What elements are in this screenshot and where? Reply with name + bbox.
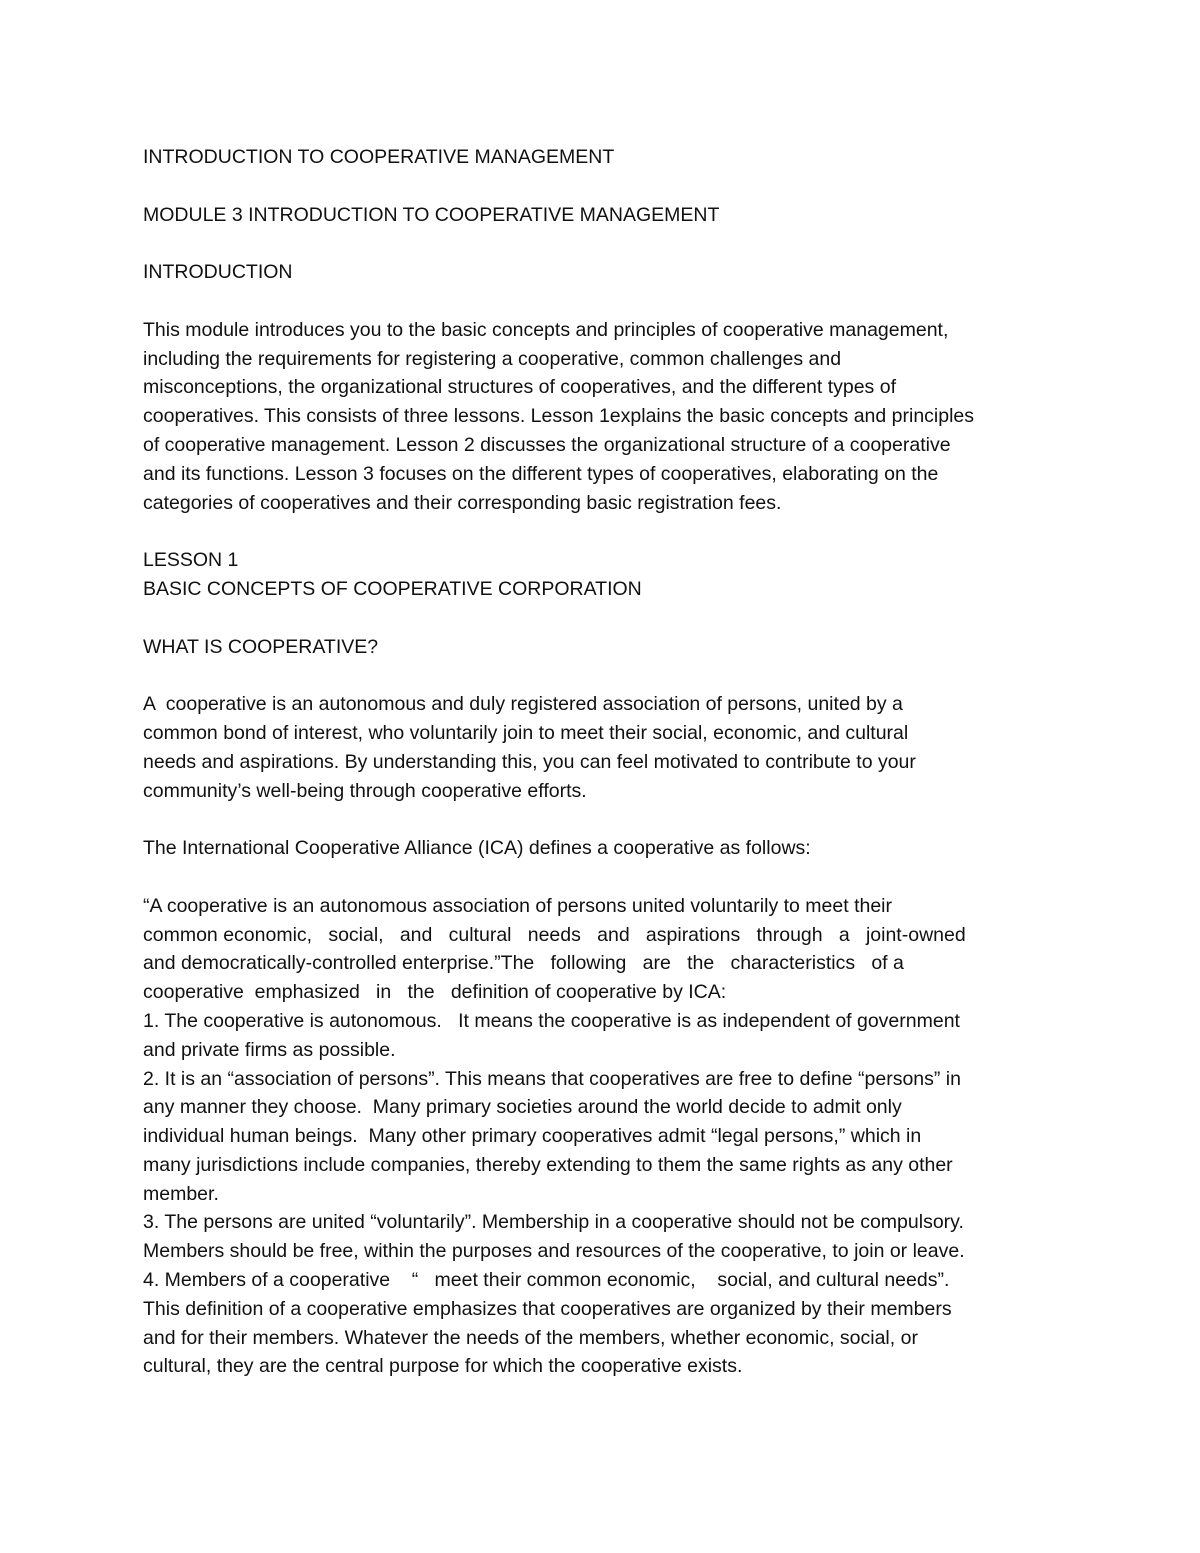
ica-line: any manner they choose. Many primary societies around the world decide to admit only: [143, 1096, 902, 1119]
definition-line: A cooperative is an autonomous and duly registered association of persons, united by a: [143, 693, 903, 716]
ica-line: cooperative emphasized in the definition of cooperative by ICA:: [143, 981, 727, 1004]
ica-line: member.: [143, 1182, 219, 1205]
intro-line: of cooperative management. Lesson 2 discusses the organizational structure of a cooperative: [143, 433, 951, 456]
ica-line: This definition of a cooperative emphasizes that cooperatives are organized by their members: [143, 1297, 952, 1320]
ica-line: individual human beings. Many other primary cooperatives admit “legal persons,” which in: [143, 1125, 922, 1148]
ica-line: common economic, social, and cultural needs and aspirations through a joint-owned: [143, 923, 966, 946]
lesson-label: LESSON 1: [143, 549, 239, 572]
ica-definition-paragraph: [143, 892, 1063, 1382]
ica-line: 2. It is an “association of persons”. This means that cooperatives are free to define “persons” in: [143, 1067, 961, 1090]
question-heading: WHAT IS COOPERATIVE?: [143, 635, 379, 658]
intro-line: misconceptions, the organizational structures of cooperatives, and the different types of: [143, 376, 896, 399]
intro-paragraph: [143, 316, 1063, 518]
intro-heading: INTRODUCTION: [143, 261, 293, 284]
intro-line: and its functions. Lesson 3 focuses on the different types of cooperatives, elaborating on the: [143, 462, 939, 485]
intro-line: including the requirements for registering a cooperative, common challenges and: [143, 347, 842, 370]
lesson-title: BASIC CONCEPTS OF COOPERATIVE CORPORATION: [143, 577, 642, 600]
ica-line: 3. The persons are united “voluntarily”. Membership in a cooperative should not be compulsory.: [143, 1211, 964, 1234]
intro-line: categories of cooperatives and their corresponding basic registration fees.: [143, 491, 782, 514]
ica-intro: The International Cooperative Alliance (ICA) defines a cooperative as follows:: [143, 837, 811, 860]
ica-line: cultural, they are the central purpose for which the cooperative exists.: [143, 1355, 743, 1378]
ica-line: and private firms as possible.: [143, 1038, 396, 1061]
definition-paragraph: [143, 690, 1063, 805]
intro-line: This module introduces you to the basic concepts and principles of cooperative management,: [143, 318, 949, 341]
module-title: MODULE 3 INTRODUCTION TO COOPERATIVE MANAGEMENT: [143, 203, 720, 226]
ica-line: and democratically-controlled enterprise.”The following are the characteristics of a: [143, 952, 904, 975]
ica-line: 1. The cooperative is autonomous. It means the cooperative is as independent of government: [143, 1009, 960, 1032]
intro-line: cooperatives. This consists of three lessons. Lesson 1explains the basic concepts and principles: [143, 405, 975, 428]
ica-line: many jurisdictions include companies, thereby extending to them the same rights as any other: [143, 1153, 953, 1176]
definition-line: common bond of interest, who voluntarily join to meet their social, economic, and cultural: [143, 721, 909, 744]
definition-line: needs and aspirations. By understanding this, you can feel motivated to contribute to your: [143, 750, 916, 773]
ica-line: 4. Members of a cooperative “ meet their common economic, social, and cultural needs”.: [143, 1269, 950, 1292]
ica-line: “A cooperative is an autonomous association of persons united voluntarily to meet their: [143, 894, 893, 917]
definition-line: community’s well-being through cooperative efforts.: [143, 779, 587, 802]
ica-line: Members should be free, within the purposes and resources of the cooperative, to join or leave.: [143, 1240, 965, 1263]
ica-line: and for their members. Whatever the needs of the members, whether economic, social, or: [143, 1326, 918, 1349]
document-title: INTRODUCTION TO COOPERATIVE MANAGEMENT: [143, 146, 615, 168]
document-page: [143, 143, 1063, 1381]
